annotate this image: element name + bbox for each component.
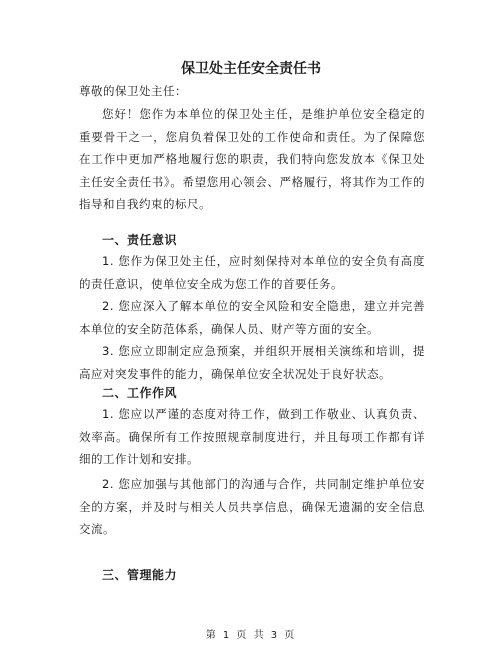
section-2-item-1: 1. 您应以严谨的态度对待工作，做到工作敬业、认真负责、效率高。确保所有工作按照规章制度进行，并且每项工作都有详细的工作计划和安排。 bbox=[79, 407, 425, 466]
section-heading-responsibility: 一、责任意识 bbox=[102, 233, 178, 247]
salutation: 尊敬的保卫处主任： bbox=[79, 84, 187, 98]
section-2-item-2: 2. 您应加强与其他部门的沟通与合作，共同制定维护单位安全的方案，并及时与相关人员共享信息，确保无遗漏的安全信息交流。 bbox=[79, 477, 425, 536]
section-1-item-2: 2. 您应深入了解本单位的安全风险和安全隐患，建立并完善本单位的安全防范体系，确保人员、财产等方面的安全。 bbox=[79, 299, 425, 336]
page-number-footer: 第 1 页 共 3 页 bbox=[205, 630, 297, 641]
section-1-item-1: 1. 您作为保卫处主任，应时刻保持对本单位的安全负有高度的责任意识，使单位安全成为您工作的首要任务。 bbox=[79, 254, 425, 291]
section-heading-work-style: 二、工作作风 bbox=[102, 386, 178, 400]
section-1-item-3: 3. 您应立即制定应急预案，并组织开展相关演练和培训，提高应对突发事件的能力，确保单位安全状况处于良好状态。 bbox=[79, 344, 425, 381]
intro-paragraph: 您好！您作为本单位的保卫处主任，是维护单位安全稳定的重要骨干之一，您肩负着保卫处的工作使命和责任。为了保障您在工作中更加严格地履行您的职责，我们特向您发放本《保卫处主任安全责任书》。希望您用心领会、严格履行，将其作为工作的指导和自我约束的标尺。 bbox=[79, 107, 425, 211]
document-title: 保卫处主任安全责任书 bbox=[181, 61, 321, 77]
section-heading-management: 三、管理能力 bbox=[102, 568, 178, 582]
